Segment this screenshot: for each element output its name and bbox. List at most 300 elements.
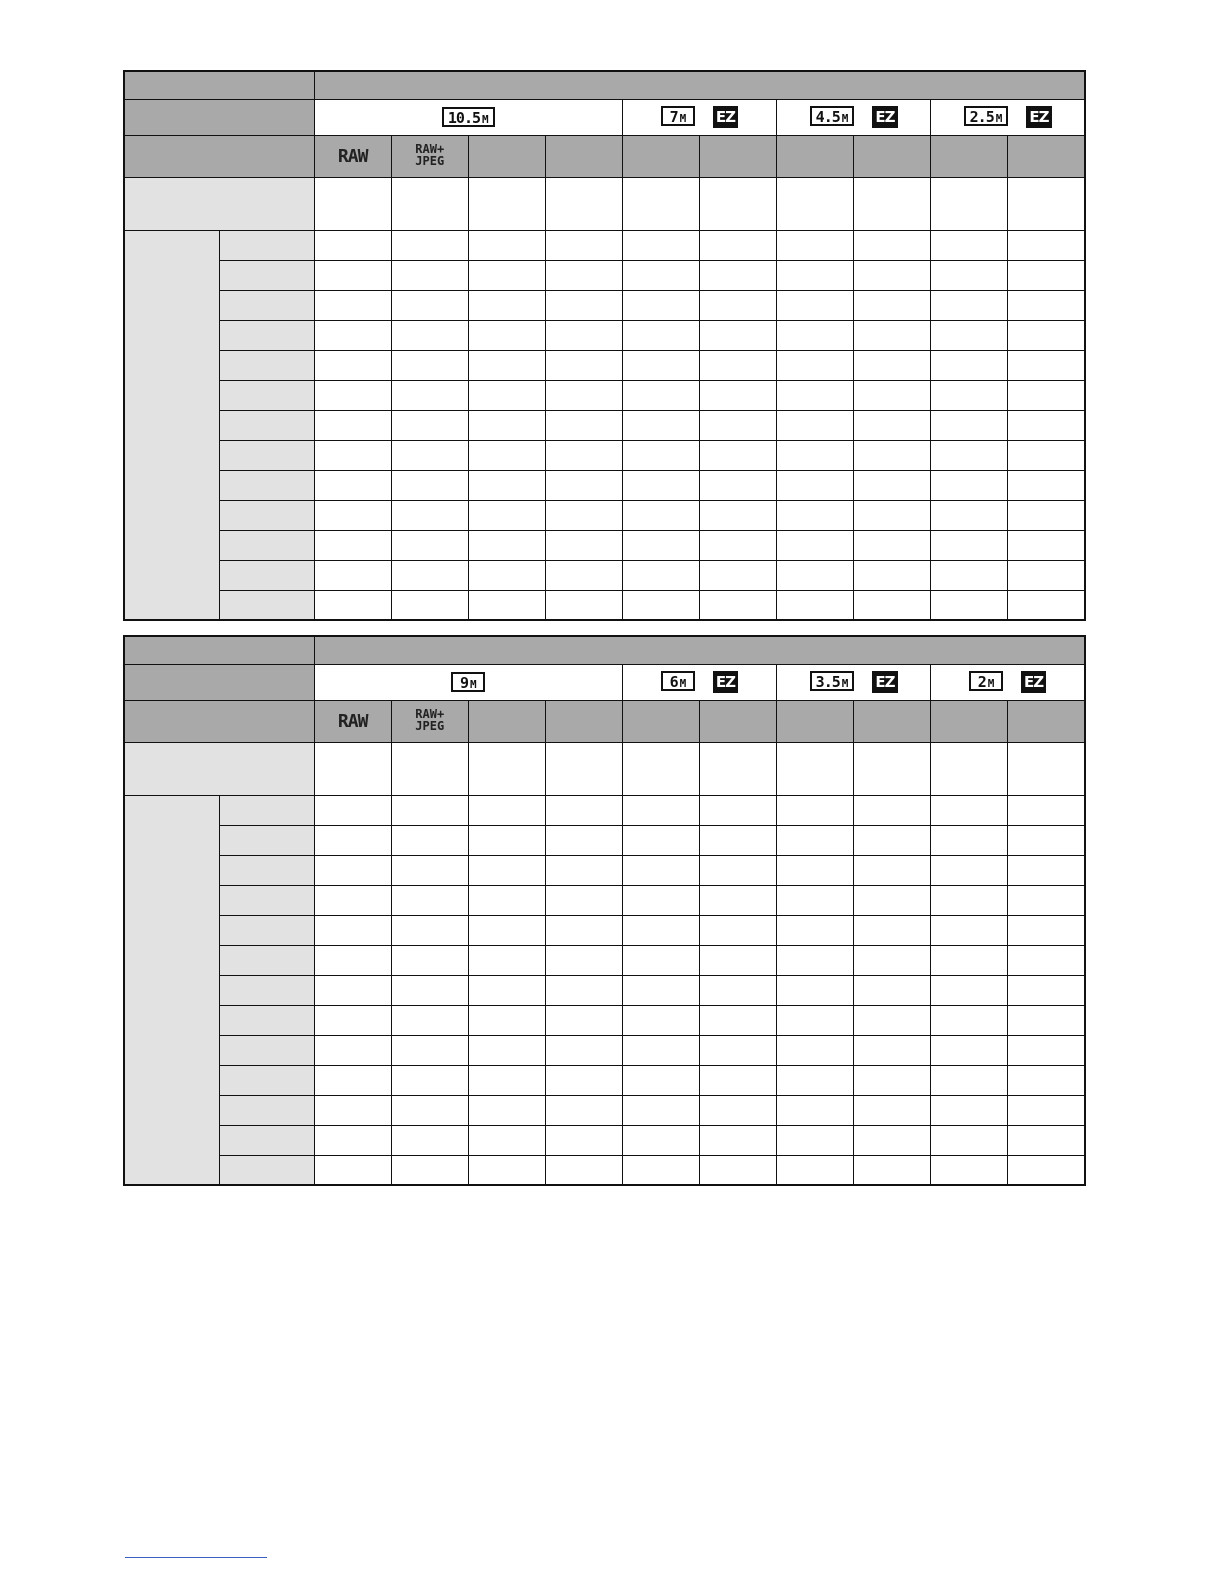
value-cell — [391, 915, 468, 945]
value-cell — [545, 885, 622, 915]
value-cell — [777, 945, 854, 975]
value-cell — [545, 290, 622, 320]
value-cell — [777, 230, 854, 260]
value-cell — [314, 885, 391, 915]
value-cell — [1008, 560, 1085, 590]
table-row — [124, 230, 1085, 260]
value-cell — [391, 742, 468, 795]
value-cell — [931, 320, 1008, 350]
value-cell — [777, 855, 854, 885]
value-cell — [854, 440, 931, 470]
value-cell — [622, 1005, 699, 1035]
value-cell — [854, 1095, 931, 1125]
value-cell — [391, 500, 468, 530]
value-cell — [545, 560, 622, 590]
value-cell — [622, 350, 699, 380]
value-cell — [931, 560, 1008, 590]
value-cell — [545, 380, 622, 410]
value-cell — [931, 530, 1008, 560]
value-cell — [468, 230, 545, 260]
value-cell — [468, 290, 545, 320]
value-cell — [1008, 975, 1085, 1005]
ez-zoom-icon: EZ — [1021, 671, 1046, 693]
value-cell — [391, 975, 468, 1005]
value-cell — [314, 177, 391, 230]
value-cell — [545, 915, 622, 945]
value-cell — [545, 1155, 622, 1185]
row-group-label-cell — [124, 230, 219, 620]
value-cell — [854, 915, 931, 945]
ez-zoom-icon: EZ — [713, 106, 738, 128]
value-cell — [931, 500, 1008, 530]
value-cell — [545, 470, 622, 500]
value-cell — [391, 230, 468, 260]
value-cell — [391, 590, 468, 620]
value-cell — [854, 795, 931, 825]
picture-size-icon: 2 M — [969, 671, 1003, 691]
value-cell — [545, 742, 622, 795]
value-cell — [854, 177, 931, 230]
value-cell — [622, 795, 699, 825]
value-cell — [468, 380, 545, 410]
value-cell — [854, 1035, 931, 1065]
file-size-label-cell — [124, 742, 314, 795]
picture-size-icon: 2.5 M — [964, 106, 1009, 126]
value-cell — [1008, 500, 1085, 530]
value-cell — [1008, 1095, 1085, 1125]
value-cell — [622, 915, 699, 945]
value-cell — [854, 530, 931, 560]
value-cell — [545, 1005, 622, 1035]
row-label-cell — [219, 500, 314, 530]
value-cell — [931, 590, 1008, 620]
value-cell — [1008, 350, 1085, 380]
value-cell — [699, 260, 776, 290]
value-cell — [1008, 855, 1085, 885]
value-cell — [1008, 1125, 1085, 1155]
value-cell — [468, 530, 545, 560]
value-cell — [854, 945, 931, 975]
value-cell — [699, 1005, 776, 1035]
value-cell — [545, 945, 622, 975]
value-cell — [699, 975, 776, 1005]
value-cell — [699, 1155, 776, 1185]
value-cell — [545, 410, 622, 440]
value-cell — [1008, 530, 1085, 560]
value-cell — [622, 470, 699, 500]
value-cell — [468, 1035, 545, 1065]
value-cell — [931, 945, 1008, 975]
value-cell — [622, 440, 699, 470]
value-cell — [622, 1155, 699, 1185]
size-group-header — [777, 664, 931, 700]
value-cell — [931, 742, 1008, 795]
value-cell — [931, 795, 1008, 825]
value-cell — [314, 230, 391, 260]
value-cell — [314, 1065, 391, 1095]
value-cell — [699, 885, 776, 915]
table-row — [124, 1125, 1085, 1155]
row-label-cell — [219, 885, 314, 915]
row-label-cell — [219, 1065, 314, 1095]
value-cell — [391, 530, 468, 560]
value-cell — [622, 320, 699, 350]
value-cell — [314, 855, 391, 885]
table-row — [124, 975, 1085, 1005]
value-cell — [699, 410, 776, 440]
value-cell — [545, 440, 622, 470]
value-cell — [314, 380, 391, 410]
value-cell — [391, 320, 468, 350]
picture-size-icon: 9 M — [451, 672, 485, 692]
value-cell — [931, 1125, 1008, 1155]
row-label-cell — [219, 350, 314, 380]
value-cell — [699, 530, 776, 560]
value-cell — [1008, 410, 1085, 440]
value-cell — [854, 1155, 931, 1185]
row-label-cell — [219, 855, 314, 885]
size-group-header — [931, 664, 1085, 700]
picture-size-label-cell — [124, 99, 314, 135]
value-cell — [391, 350, 468, 380]
value-cell — [699, 915, 776, 945]
value-cell — [699, 1125, 776, 1155]
value-cell — [391, 945, 468, 975]
table-row — [124, 560, 1085, 590]
value-cell — [391, 1155, 468, 1185]
value-cell — [1008, 915, 1085, 945]
picture-size-label-cell — [124, 664, 314, 700]
quality-cell — [1008, 700, 1085, 742]
raw-icon: RAW — [337, 145, 368, 167]
value-cell — [854, 1005, 931, 1035]
value-cell — [468, 590, 545, 620]
raw-jpeg-icon: RAW+ JPEG — [415, 142, 445, 168]
value-cell — [314, 260, 391, 290]
value-cell — [854, 500, 931, 530]
value-cell — [1008, 742, 1085, 795]
value-cell — [777, 915, 854, 945]
value-cell — [314, 945, 391, 975]
value-cell — [314, 1125, 391, 1155]
row-label-cell — [219, 560, 314, 590]
value-cell — [777, 1125, 854, 1155]
row-label-cell — [219, 795, 314, 825]
quality-cell — [468, 135, 545, 177]
value-cell — [1008, 795, 1085, 825]
value-cell — [699, 742, 776, 795]
value-cell — [854, 855, 931, 885]
value-cell — [777, 1065, 854, 1095]
value-cell — [391, 440, 468, 470]
value-cell — [468, 915, 545, 945]
size-group-header — [622, 99, 776, 135]
table-row — [124, 410, 1085, 440]
value-cell — [468, 795, 545, 825]
value-cell — [1008, 1005, 1085, 1035]
value-cell — [468, 1005, 545, 1035]
footnote-rule — [125, 1557, 267, 1558]
row-label-cell — [219, 590, 314, 620]
value-cell — [468, 975, 545, 1005]
value-cell — [622, 410, 699, 440]
corner-header-cell — [124, 71, 314, 99]
quality-cell — [545, 700, 622, 742]
value-cell — [545, 500, 622, 530]
table-row — [124, 470, 1085, 500]
value-cell — [622, 177, 699, 230]
value-cell — [699, 1035, 776, 1065]
value-cell — [777, 825, 854, 855]
table-1-rows — [124, 230, 1085, 620]
value-cell — [854, 260, 931, 290]
value-cell — [777, 320, 854, 350]
table-row — [124, 530, 1085, 560]
value-cell — [468, 742, 545, 795]
value-cell — [391, 410, 468, 440]
table-row — [124, 795, 1085, 825]
value-cell — [391, 1065, 468, 1095]
table-row — [124, 945, 1085, 975]
value-cell — [314, 320, 391, 350]
quality-cell — [931, 700, 1008, 742]
table-row — [124, 500, 1085, 530]
picture-size-icon: 6 M — [661, 671, 695, 691]
value-cell — [622, 500, 699, 530]
value-cell — [545, 975, 622, 1005]
value-cell — [391, 855, 468, 885]
value-cell — [854, 410, 931, 440]
value-cell — [622, 945, 699, 975]
value-cell — [931, 440, 1008, 470]
quality-cell — [1008, 135, 1085, 177]
size-group-header — [314, 664, 622, 700]
row-label-cell — [219, 530, 314, 560]
value-cell — [314, 590, 391, 620]
value-cell — [545, 1125, 622, 1155]
table-row — [124, 855, 1085, 885]
quality-cell — [468, 700, 545, 742]
table-row — [124, 1035, 1085, 1065]
row-label-cell — [219, 470, 314, 500]
value-cell — [699, 1065, 776, 1095]
value-cell — [391, 177, 468, 230]
size-group-header — [622, 664, 776, 700]
value-cell — [545, 1035, 622, 1065]
value-cell — [622, 855, 699, 885]
row-label-cell — [219, 945, 314, 975]
value-cell — [777, 975, 854, 1005]
value-cell — [699, 795, 776, 825]
value-cell — [699, 1095, 776, 1125]
value-cell — [545, 855, 622, 885]
row-label-cell — [219, 1035, 314, 1065]
value-cell — [777, 440, 854, 470]
value-cell — [622, 590, 699, 620]
value-cell — [622, 1035, 699, 1065]
file-size-label-cell — [124, 177, 314, 230]
value-cell — [854, 742, 931, 795]
value-cell — [545, 230, 622, 260]
picture-size-icon: 4.5 M — [810, 106, 855, 126]
value-cell — [391, 1035, 468, 1065]
value-cell — [622, 825, 699, 855]
value-cell — [1008, 1065, 1085, 1095]
value-cell — [854, 230, 931, 260]
value-cell — [699, 500, 776, 530]
table-row — [124, 825, 1085, 855]
value-cell — [854, 320, 931, 350]
value-cell — [699, 177, 776, 230]
value-cell — [777, 1155, 854, 1185]
value-cell — [699, 470, 776, 500]
row-label-cell — [219, 320, 314, 350]
ez-zoom-icon: EZ — [713, 671, 738, 693]
value-cell — [931, 380, 1008, 410]
value-cell — [699, 440, 776, 470]
value-cell — [777, 590, 854, 620]
value-cell — [545, 1095, 622, 1125]
value-cell — [931, 885, 1008, 915]
row-label-cell — [219, 1155, 314, 1185]
value-cell — [854, 885, 931, 915]
value-cell — [777, 530, 854, 560]
table-row — [124, 440, 1085, 470]
table-row — [124, 1155, 1085, 1185]
value-cell — [314, 470, 391, 500]
value-cell — [1008, 380, 1085, 410]
quality-cell — [699, 700, 776, 742]
size-group-header — [931, 99, 1085, 135]
value-cell — [622, 260, 699, 290]
picture-size-icon: 7 M — [661, 106, 695, 126]
row-label-cell — [219, 1005, 314, 1035]
value-cell — [545, 350, 622, 380]
value-cell — [854, 290, 931, 320]
value-cell — [699, 380, 776, 410]
value-cell — [468, 260, 545, 290]
size-group-header — [314, 99, 622, 135]
value-cell — [777, 795, 854, 825]
value-cell — [391, 290, 468, 320]
row-label-cell — [219, 290, 314, 320]
value-cell — [468, 560, 545, 590]
quality-label-cell — [124, 700, 314, 742]
value-cell — [391, 885, 468, 915]
value-cell — [314, 795, 391, 825]
quality-cell — [931, 135, 1008, 177]
value-cell — [777, 1095, 854, 1125]
value-cell — [699, 230, 776, 260]
value-cell — [314, 1035, 391, 1065]
value-cell — [931, 410, 1008, 440]
value-cell — [314, 350, 391, 380]
value-cell — [931, 290, 1008, 320]
value-cell — [391, 825, 468, 855]
value-cell — [777, 290, 854, 320]
value-cell — [931, 260, 1008, 290]
value-cell — [391, 1125, 468, 1155]
quality-cell — [699, 135, 776, 177]
value-cell — [854, 380, 931, 410]
table-row — [124, 1005, 1085, 1035]
quality-cell — [622, 135, 699, 177]
table-row — [124, 380, 1085, 410]
value-cell — [854, 1125, 931, 1155]
value-cell — [854, 825, 931, 855]
value-cell — [1008, 590, 1085, 620]
value-cell — [314, 290, 391, 320]
value-cell — [1008, 177, 1085, 230]
value-cell — [1008, 290, 1085, 320]
quality-cell — [777, 135, 854, 177]
value-cell — [854, 470, 931, 500]
raw-icon: RAW — [337, 710, 368, 732]
value-cell — [468, 320, 545, 350]
size-group-header — [777, 99, 931, 135]
table-row — [124, 885, 1085, 915]
table-row — [124, 915, 1085, 945]
spec-table-1 — [123, 70, 1086, 621]
ez-zoom-icon: EZ — [872, 106, 897, 128]
table-row — [124, 260, 1085, 290]
value-cell — [854, 1065, 931, 1095]
value-cell — [931, 350, 1008, 380]
value-cell — [314, 1155, 391, 1185]
value-cell — [622, 290, 699, 320]
value-cell — [468, 825, 545, 855]
value-cell — [314, 975, 391, 1005]
value-cell — [931, 1005, 1008, 1035]
title-header-cell — [314, 71, 1085, 99]
value-cell — [545, 260, 622, 290]
table-row — [124, 1065, 1085, 1095]
quality-label-cell — [124, 135, 314, 177]
row-group-label-cell — [124, 795, 219, 1185]
value-cell — [545, 320, 622, 350]
value-cell — [545, 177, 622, 230]
value-cell — [314, 1005, 391, 1035]
value-cell — [314, 530, 391, 560]
row-label-cell — [219, 1095, 314, 1125]
value-cell — [777, 410, 854, 440]
table-row — [124, 320, 1085, 350]
value-cell — [468, 440, 545, 470]
value-cell — [854, 975, 931, 1005]
row-label-cell — [219, 440, 314, 470]
value-cell — [1008, 440, 1085, 470]
value-cell — [699, 320, 776, 350]
value-cell — [545, 1065, 622, 1095]
value-cell — [545, 795, 622, 825]
row-label-cell — [219, 975, 314, 1005]
quality-cell — [622, 700, 699, 742]
value-cell — [777, 500, 854, 530]
value-cell — [699, 825, 776, 855]
row-label-cell — [219, 260, 314, 290]
value-cell — [1008, 1035, 1085, 1065]
value-cell — [931, 1095, 1008, 1125]
ez-zoom-icon: EZ — [1026, 106, 1051, 128]
value-cell — [699, 855, 776, 885]
value-cell — [314, 560, 391, 590]
value-cell — [931, 975, 1008, 1005]
value-cell — [468, 410, 545, 440]
value-cell — [468, 470, 545, 500]
value-cell — [622, 975, 699, 1005]
quality-raw-cell — [314, 135, 391, 177]
value-cell — [622, 1095, 699, 1125]
